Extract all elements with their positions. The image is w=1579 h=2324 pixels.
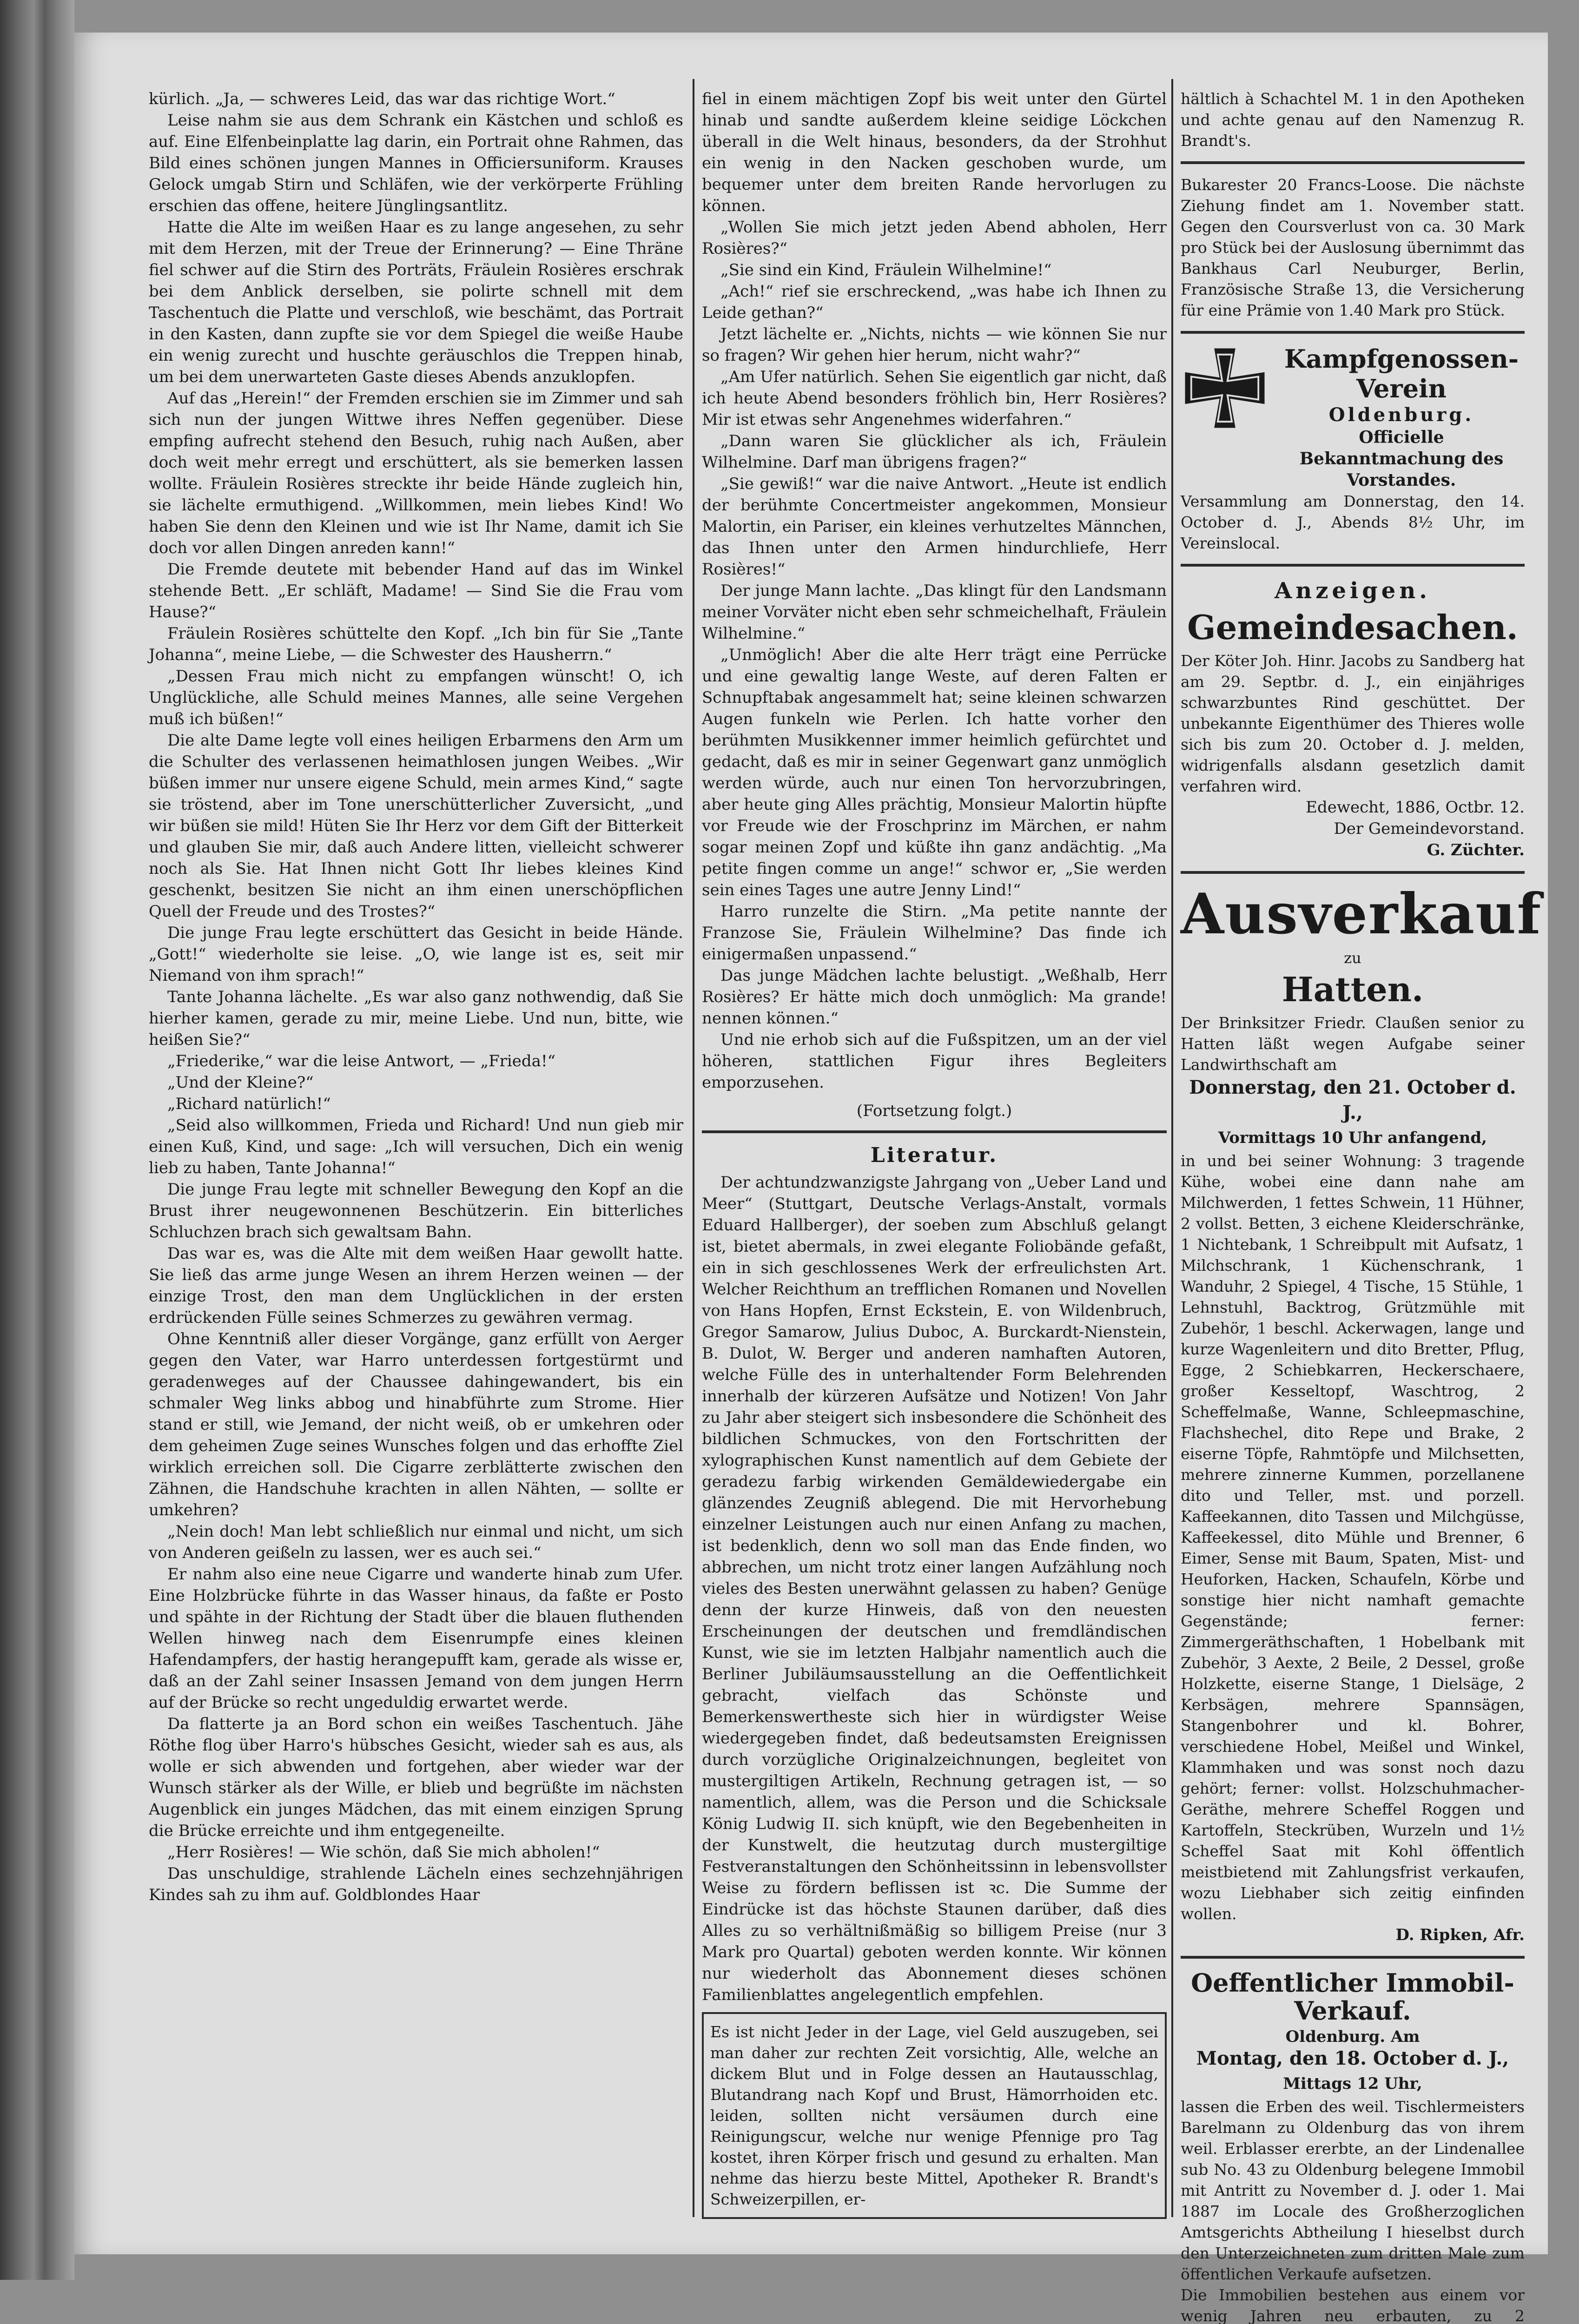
column-serial-story: [149, 88, 683, 2199]
ausverkauf-intro: Der Brinksitzer Friedr. Claußen senior zu Hatten läßt wegen Aufgabe seiner Landwirthschaft am: [1181, 1014, 1525, 1074]
story-paragraph: Die alte Dame legte voll eines heiligen Erbarmens den Arm um die Schulter des verlassenen heimathlosen jungen Weibes. „Wir büßen immer nur unsere eigene Schuld, mein armes Kind,“ sagte sie tröstend, aber im Tone unerschütterlicher Zuversicht, „und wir büßen sie mild! Hüten Sie Ihr Herz vor dem Gift der Bitterkeit und glauben Sie mir, daß auch Andere litten, vielleicht schwerer noch als Sie. Hat Ihnen nicht Gott Ihr liebes kleines Kind geschenkt, besitzen Sie nicht an ihm einen unerschöpflichen Quell der Freude und des Trostes?“: [149, 731, 683, 921]
story-paragraph: kürlich. „Ja, — schweres Leid, das war das richtige Wort.“: [149, 90, 615, 108]
ad-divider: [1181, 871, 1525, 874]
column-story-literature: [702, 88, 1167, 2208]
verein-subtitle: Officielle Bekanntmachung des Vorstandes.: [1299, 428, 1504, 490]
story-paragraph: „Friederike,“ war die leise Antwort, — „Frieda!“: [167, 1052, 555, 1070]
story-paragraph: „Ach!“ rief sie erschreckend, „was habe ich Ihnen zu Leide gethan?“: [702, 282, 1167, 322]
story-paragraph: „Sie gewiß!“ war die naive Antwort. „Heute ist endlich der berühmte Concertmeister angekommen, Monsieur Malortin, ein Pariser, ein kleines verhutzeltes Männchen, das Ihnen unter den Armen hindurchliefe, Herr Rosières!“: [702, 475, 1167, 579]
ausverkauf-signature: D. Ripken, Afr.: [1395, 1926, 1525, 1944]
verein-meeting-text: Versammlung am Donnerstag, den 14. October d. J., Abends 8½ Uhr, im Vereinslocal.: [1181, 492, 1525, 552]
gemeinde-signature: G. Züchter.: [1427, 841, 1525, 859]
ad-divider: [1181, 161, 1525, 164]
newspaper-page: [74, 33, 1548, 2324]
geld-ad-text: Es ist nicht Jeder in der Lage, viel Geld auszugeben, sei man daher zur rechten Zeit vorsichtig, Alle, welche an dickem Blut und in Folge dessen an Hautausschlag, Blutandrang nach Kopf und Brust, Hämorrhoiden etc. leiden, sollten nicht versäumen durch eine Reinigungscur, welche nur wenige Pfennige pro Tag kostet, ihren Körper frisch und gesund zu erhalten. Man nehme das hierzu beste Mittel, Apotheker R. Brandt's Schweizerpillen, er-: [710, 2023, 1158, 2208]
verein-place: Oldenburg.: [1328, 404, 1474, 426]
immobil-heading: Oeffentlicher Immobil-Verkauf.: [1191, 1968, 1514, 2026]
kampfgenossen-text: [1278, 344, 1525, 491]
bukarest-lottery-ad: Bukarester 20 Francs-Loose. Die nächste Ziehung findet am 1. November statt. Gegen den Coursverlust von ca. 30 Mark pro Stück bei der Auslosung übernimmt das Bankhaus Carl Neuburger, Berlin, Französische Straße 13, die Versicherung für eine Prämie von 1.40 Mark pro Stück.: [1181, 176, 1525, 319]
story-paragraph: „Unmöglich! Aber die alte Herr trägt eine Perrücke und eine gewaltig lange Weste, auf deren Falten er Schnupftabak angesammelt hat; seine kleinen schwarzen Augen funkeln wie Perlen. Ich hatte vorher den berühmten Musikkenner immer heimlich gefürchtet und gedacht, daß es mir in seiner Gegenwart ganz unmöglich werden würde, auch nur einen Ton hervorzubringen, aber heute ging Alles prächtig, Monsieur Malortin hüpfte vor Freude wie der Froschprinz im Märchen, er nahm sogar meinen Zopf und küßte ihn ganz andächtig. „Ma petite fingen comme un ange!“ schwor er, „Sie werden sein eines Tages une autre Jenny Lind!“: [702, 646, 1167, 899]
story-paragraph: Fräulein Rosières schüttelte den Kopf. „Ich bin für Sie „Tante Johanna“, meine Liebe, — die Schwester des Hausherrn.“: [149, 624, 683, 664]
story-paragraph: „Und der Kleine?“: [167, 1073, 314, 1092]
anzeigen-heading: Anzeigen.: [1275, 578, 1431, 604]
column-rule-1: [693, 79, 694, 2217]
story-paragraph: „Sie sind ein Kind, Fräulein Wilhelmine!“: [720, 261, 1052, 279]
story-paragraph: fiel in einem mächtigen Zopf bis weit unter den Gürtel hinab und sandte außerdem kleine seidige Löckchen überall in die Welt hinaus, besonders, da der Strohhut ein wenig in den Nacken geschoben wurde, um bequemer unter dem breiten Rande hervorlugen zu können.: [702, 90, 1167, 215]
ausverkauf-date: Donnerstag, den 21. October d. J.,: [1189, 1076, 1516, 1123]
section-divider: [702, 1130, 1167, 1133]
story-paragraph: „Dessen Frau mich nicht zu empfangen wünscht! O, ich Unglückliche, alle Schuld meines Mannes, alle seine Vergehen muß ich büßen!“: [149, 667, 683, 728]
gemeinde-board: Der Gemeindevorstand.: [1334, 819, 1525, 838]
story-paragraph: „Seid also willkommen, Frieda und Richard! Und nun gieb mir einen Kuß, Kind, und sage: „Ich will versuchen, Dich ein wenig lieb zu haben, Tante Johanna!“: [149, 1116, 683, 1177]
gemeinde-date: Edewecht, 1886, Octbr. 12.: [1306, 798, 1525, 817]
ausverkauf-items: in und bei seiner Wohnung: 3 tragende Kühe, wobei eine dann nahe am Milchwerden, 1 fettes Schwein, 11 Hühner, 2 vollst. Betten, 3 eichene Kleiderschränke, 1 Nichtebank, 1 Schreibpult mit Aufsatz, 1 Milchschrank, 1 Küchenschrank, 1 Wanduhr, 2 Spiegel, 4 Tische, 15 Stühle, 1 Lehnstuhl, Backtrog, Grützmühle mit Zubehör, 1 beschl. Ackerwagen, lange und kurze Wagenleitern und dito Bretter, Pflug, Egge, 2 Schiebkarren, Heckerschaere, großer Kesseltopf, Waschtrog, 2 Scheffelmaße, Wanne, Schleepmaschine, Flachshechel, dito Repe und Brake, 2 eiserne Töpfe, Rahmtöpfe und Milchsetten, mehrere zinnerne Kummen, porzellanene dito und Teller, mst. und porzell. Kaffeekannen, dito Tassen und Milchgüsse, Kaffeekessel, dito Mühle und Brenner, 6 Eimer, Sense mit Baum, Spaten, Mist- und Heuforken, Hacken, Schaufeln, Körbe und sonstige hier nicht namhaft gemachte Gegenstände; ferner: Zimmergeräthschaften, 1 Hobelbank mit Zubehör, 3 Aexte, 2 Beile, 2 Dessel, große Holzkette, eiserne Stange, 1 Dielsäge, 2 Kerbsägen, mehrere Spannsägen, Stangenbohrer und kl. Bohrer, verschiedene Hobel, Meißel und Winkel, Klammhaken und was sonst noch dazu gehört; ferner: vollst. Holzschuhmacher-Geräthe, mehrere Scheffel Roggen und Kartoffeln, Steckrüben, Wurzeln und 1½ Scheffel Saat mit Kohl öffentlich meistbietend mit Zahlungsfrist verkaufen, wozu Liebhaber sich zeitig einfinden wollen.: [1181, 1152, 1525, 1923]
immobil-place: Oldenburg. Am: [1285, 2027, 1420, 2046]
story-paragraph: Hatte die Alte im weißen Haar es zu lange angesehen, zu sehr mit dem Herzen, mit der Treue der Erinnerung? — Eine Thräne fiel schwer auf die Stirn des Porträts, Fräulein Rosières erschrak bei dem Anblick derselben, sie polirte schnell mit dem Taschentuch die Platte und verschloß, wie beschämt, das Portrait in den Kasten, dann zupfte sie vor dem Spiegel die weiße Haube ein wenig zurecht und huschte geräuschlos die Treppen hinab, um bei dem unerwarteten Gaste dieses Abends anzuklopfen.: [149, 218, 683, 386]
story-paragraph: „Herr Rosières! — Wie schön, daß Sie mich abholen!“: [167, 1843, 600, 1862]
verein-title: Kampfgenossen-Verein: [1284, 344, 1519, 403]
story-paragraph: Die junge Frau legte mit schneller Bewegung den Kopf an die Brust ihrer neugewonnenen Beschützerin. Ein bitterliches Schluchzen brach sich gewaltsam Bahn.: [149, 1180, 683, 1241]
geld-advertisement: [702, 2012, 1167, 2219]
story-paragraph: Leise nahm sie aus dem Schrank ein Kästchen und schloß es auf. Eine Elfenbeinplatte lag darin, ein Portrait ohne Rahmen, das Bild eines schönen jungen Mannes in Officiersuniform. Krauses Gelock umgab Stirn und Schläfen, wie der verkörperte Frühling erschien das offene, heitere Jünglingsantlitz.: [149, 111, 683, 215]
story-paragraph: Auf das „Herein!“ der Fremden erschien sie im Zimmer und sah sich nun der jungen Wittwe ihres Neffen gegenüber. Diese empfing aufrecht stehend den Besuch, ruhig nach Außen, aber doch weit mehr erregt und erschüttert, als sie bemerken lassen wollte. Fräulein Rosières streckte ihr beide Hände zugleich hin, sie lächelte ermuthigend. „Willkommen, mein liebes Kind! Wo haben Sie denn den Kleinen und wie ist Ihr Name, damit ich Sie doch vor allen Dingen anreden kann!“: [149, 389, 683, 557]
story-paragraph: Er nahm also eine neue Cigarre und wanderte hinab zum Ufer. Eine Holzbrücke führte in das Wasser hinaus, da faßte er Posto und spähte in der Richtung der Stadt über die blauen fluthenden Wellen hinweg nach dem Eisenrumpfe eines kleinen Hafendampfers, der hastig herangepufft kam, gerade als wisse er, daß an der Zahl seiner Insassen Jemand von dem jungen Herrn auf der Brücke so recht ungeduldig erwartet werde.: [149, 1565, 683, 1712]
story-paragraph: Der junge Mann lachte. „Das klingt für den Landsmann meiner Vorväter nicht eben sehr schmeichelhaft, Fräulein Wilhelmine.“: [702, 581, 1167, 643]
book-binding: [0, 0, 74, 2280]
story-paragraph: Ohne Kenntniß aller dieser Vorgänge, ganz erfüllt von Aerger gegen den Vater, war Harro unterdessen fortgestürmt und geradenweges auf der Chaussee dahingewandert, bis ein schmaler Weg links abbog und hinabführte zum Strome. Hier stand er still, wie Jemand, der nicht weiß, ob er umkehren oder dem geheimen Zuge seines Wunsches folgen und das erhoffte Ziel wirklich erreichen soll. Die Cigarre zerblätterte zwischen den Zähnen, die Handschuhe krachten in allen Nähten, — sollte er umkehren?: [149, 1330, 683, 1519]
story-paragraph: Und nie erhob sich auf die Fußspitzen, um an der viel höheren, stattlichen Figur ihres Begleiters emporzusehen.: [702, 1030, 1167, 1092]
immobil-text: lassen die Erben des weil. Tischlermeisters Barelmann zu Oldenburg das von ihrem weil. Erblasser ererbte, an der Lindenallee sub No. 43 zu Oldenburg belegene Immobil mit Antritt zu November d. J. oder 1. Mai 1887 im Locale des Großherzoglichen Amtsgerichts Abtheilung I hieselbst durch den Unterzeichneten zum dritten Male zum öffentlichen Verkaufe aufsetzen.: [1181, 2098, 1525, 2283]
immobil-time: Mittags 12 Uhr,: [1283, 2074, 1422, 2093]
story-paragraph: „Richard natürlich!“: [167, 1095, 331, 1113]
ausverkauf-place: Hatten.: [1282, 970, 1424, 1009]
iron-cross-icon: [1181, 344, 1269, 432]
story-paragraph: „Am Ufer natürlich. Sehen Sie eigentlich gar nicht, daß ich heute Abend besonders fröhlich bin, Herr Rosières? Mir ist etwas sehr Angenehmes widerfahren.“: [702, 368, 1167, 429]
ad-divider: [1181, 564, 1525, 567]
story-paragraph: Das war es, was die Alte mit dem weißen Haar gewollt hatte. Sie ließ das arme junge Wesen an ihrem Herzen weinen — der einzige Trost, den man dem Unglücklichen in der ersten erdrückenden Fülle seines Schmerzes zu gewähren vermag.: [149, 1244, 683, 1327]
story-paragraph: Harro runzelte die Stirn. „Ma petite nannte der Franzose Sie, Fräulein Wilhelmine? Das finde ich einigermaßen unpassend.“: [702, 902, 1167, 964]
story-paragraph: Die Fremde deutete mit bebender Hand auf das im Winkel stehende Bett. „Er schläft, Madame! — Sind Sie die Frau vom Hause?“: [149, 560, 683, 621]
story-paragraph: Tante Johanna lächelte. „Es war also ganz nothwendig, daß Sie hierher kamen, gerade zu mir, meine Liebe. Und nun, bitte, wie heißen Sie?“: [149, 988, 683, 1049]
kampfgenossen-ad: [1181, 344, 1525, 491]
gemeindesachen-heading: Gemeindesachen.: [1187, 607, 1518, 647]
to-be-continued: (Fortsetzung folgt.): [856, 1102, 1012, 1120]
story-paragraph: Das unschuldige, strahlende Lächeln eines sechzehnjährigen Kindes sah zu ihm auf. Goldblondes Haar: [149, 1864, 683, 1904]
story-paragraph: Die junge Frau legte erschüttert das Gesicht in beide Hände. „Gott!“ wiederholte sie leise. „O, wie lange ist es, seit mir Niemand von ihm sprach!“: [149, 924, 683, 985]
brandt-pills-continuation: hältlich à Schachtel M. 1 in den Apotheken und achte genau auf den Namenzug R. Brandt's.: [1181, 90, 1525, 150]
ausverkauf-zu: zu: [1344, 949, 1361, 967]
gemeinde-text: Der Köter Joh. Hinr. Jacobs zu Sandberg hat am 29. Septbr. d. J., ein einjähriges schwarzbuntes Rind geschüttet. Der unbekannte Eigenthümer des Thieres wolle sich bis zum 20. October d. J. melden, widrigenfalls alsdann gesetzlich damit verfahren wird.: [1181, 652, 1525, 795]
ausverkauf-time: Vormittags 10 Uhr anfangend,: [1218, 1129, 1487, 1147]
ad-divider: [1181, 331, 1525, 334]
literature-heading: Literatur.: [870, 1143, 998, 1167]
column-advertisements: [1181, 88, 1542, 2324]
ad-divider: [1181, 1956, 1525, 1959]
story-paragraph: „Dann waren Sie glücklicher als ich, Fräulein Wilhelmine. Darf man übrigens fragen?“: [702, 432, 1167, 472]
story-paragraph: „Wollen Sie mich jetzt jeden Abend abholen, Herr Rosières?“: [702, 218, 1167, 258]
story-paragraph: „Nein doch! Man lebt schließlich nur einmal und nicht, um sich von Anderen geißeln zu lassen, wer es auch sei.“: [149, 1522, 683, 1562]
ausverkauf-heading: Ausverkauf: [1181, 881, 1542, 947]
immobil-text: Die Immobilien bestehen aus einem vor wenig Jahren neu erbauten, zu 2: [1181, 2286, 1525, 2324]
literature-paragraph: Der achtundzwanzigste Jahrgang von „Ueber Land und Meer“ (Stuttgart, Deutsche Verlags-Anstalt, vormals Eduard Hallberger), der soeben zum Abschluß gelangt ist, bietet abermals, in zwei elegante Foliobände gefaßt, ein in sich geschlossenes Werk der erfreulichsten Art. Welcher Reichthum an trefflichen Romanen und Novellen von Hans Hopfen, Ernst Eckstein, E. von Wildenbruch, Gregor Samarow, Julius Duboc, A. Burckardt-Nienstein, B. Dulot, W. Berger und anderen namhaften Autoren, welche Fülle des in unterhaltender Form Belehrenden innerhalb der kürzeren Aufsätze und Notizen! Von Jahr zu Jahr aber steigert sich insbesondere die Schönheit des bildlichen Schmuckes, von den Fortschritten der xylographischen Kunst namentlich auf dem Gebiete der geradezu farbig wirkenden Gemäldewiedergabe ein glänzendes Zeugniß ablegend. Die mit Hervorhebung einzelner Leistungen auch nur einen Anfang zu machen, ist bedenklich, denn wo soll man das Ende finden, wo abbrechen, um nicht trotz einer langen Aufzählung noch vieles des Besten unerwähnt gelassen zu haben? Genüge denn der kurze Hinweis, daß von den neuesten Erscheinungen der deutschen und fremdländischen Kunst, wie sie im letzten Halbjahr namentlich auch die Berliner Jubiläumsausstellung an die Oeffentlichkeit gebracht, vielfach das Schönste und Bemerkenswertheste sich hier in würdigster Weise wiedergegeben findet, daß bedeutsamsten Ereignissen durch vorzügliche Originalzeichnungen, begleitet von mustergiltigen Artikeln, Rechnung getragen ist, — so namentlich, allem, was die Person und die Schicksale König Ludwig II. sich knüpft, wie den Begebenheiten in der Kunstwelt, die heutzutag durch mustergiltige Festveranstaltungen den Schönheitssinn in lebensvollster Weise zu fördern beflissen ist ꝛc. Die Summe der Eindrücke ist das höchste Staunen darüber, daß dies Alles zu so verhältnißmäßig so billigem Preise (nur 3 Mark pro Quartal) geboten werden konnte. Wir können nur wiederholt das Abonnement dieses schönen Familienblattes angelegentlich empfehlen.: [702, 1173, 1167, 2004]
story-paragraph: Das junge Mädchen lachte belustigt. „Weßhalb, Herr Rosières? Er hätte mich doch unmöglich: Ma grande! nennen können.“: [702, 966, 1167, 1028]
story-paragraph: Da flatterte ja an Bord schon ein weißes Taschentuch. Jähe Röthe flog über Harro's hübsches Gesicht, wieder sah es aus, als wolle er sich abwenden und fortgehen, aber wieder war der Wunsch stärker als der Wille, er blieb und begrüßte im nächsten Augenblick ein junges Mädchen, das mit einem einzigen Sprung die Brücke erreichte und ihm entgegeneilte.: [149, 1715, 683, 1840]
column-rule-2: [1171, 79, 1173, 2217]
story-paragraph: Jetzt lächelte er. „Nichts, nichts — wie können Sie nur so fragen? Wir gehen hier herum, nicht wahr?“: [702, 325, 1167, 365]
immobil-date: Montag, den 18. October d. J.,: [1196, 2047, 1509, 2069]
